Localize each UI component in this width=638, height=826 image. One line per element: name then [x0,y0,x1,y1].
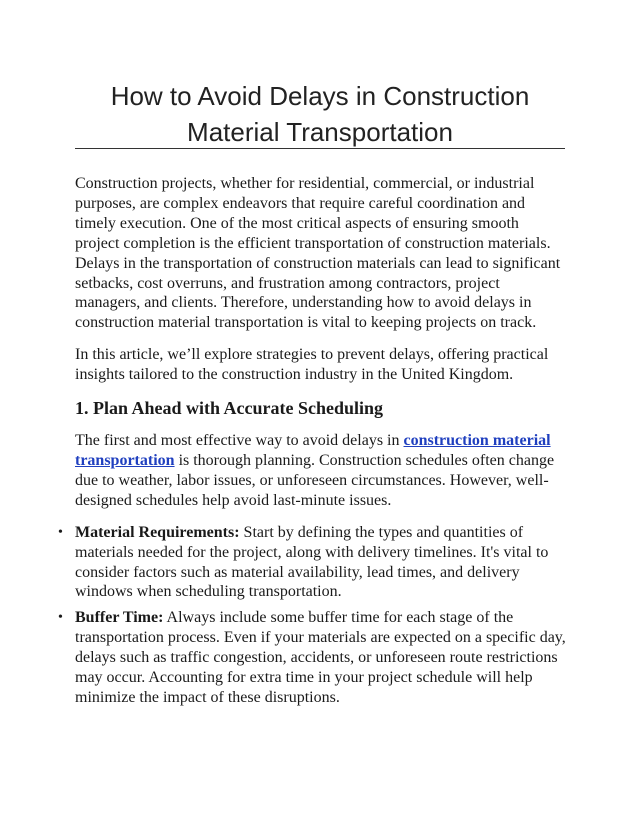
construction-material-transportation-link[interactable]: construction material transportation [75,432,551,469]
page-title [75,78,565,150]
section-paragraph-end: is thorough planning. Construction schedules often change due to weather, labor issues, or unforeseen circumstances. However, well-designed schedules help avoid last-minute issues. [75,451,555,509]
bullet-list [58,523,567,708]
article-overview-paragraph: In this article, we’ll explore strategies to prevent delays, offering practical insights tailored to the construction industry in the United Kingdom. [75,346,549,384]
bullet-term: Material Requirements: [75,523,240,541]
title-line-1: How to Avoid Delays in Construction [110,81,530,111]
section-paragraph [75,431,567,511]
list-item [58,608,567,708]
section-heading: 1. Plan Ahead with Accurate Scheduling [75,398,384,419]
section-paragraph-start: The first and most effective way to avoid delays in [75,432,404,450]
bullet-icon: • [58,524,63,540]
intro-paragraph: Construction projects, whether for residential, commercial, or industrial purposes, are complex endeavors that require careful coordination and timely execution. One of the most critical aspects of ensuring smooth project completion is the efficient transportation of construction materials. Delays in the transportation of construction materials can lead to significant setbacks, cost overruns, and frustration among contractors, project managers, and clients. Therefore, understanding how to avoid delays in construction material transportation is vital to keeping projects on track. [75,175,561,332]
bullet-term: Buffer Time: [75,609,164,627]
title-line-2: Material Transportation [187,117,453,147]
title-divider [75,148,565,149]
bullet-text: Start by defining the types and quantities of materials needed for the project, along with delivery timelines. It's vital to consider factors such as material availability, lead times, and delivery windows when scheduling transportation. [75,523,549,601]
list-item [58,523,567,603]
bullet-icon: • [58,610,63,626]
bullet-text: Always include some buffer time for each stage of the transportation process. Even if your materials are expected on a specific day, delays such as traffic congestion, accidents, or unforeseen route restrictions may occur. Accounting for extra time in your project schedule will help minimize the impact of these disruptions. [75,609,566,706]
document-body [58,174,567,714]
